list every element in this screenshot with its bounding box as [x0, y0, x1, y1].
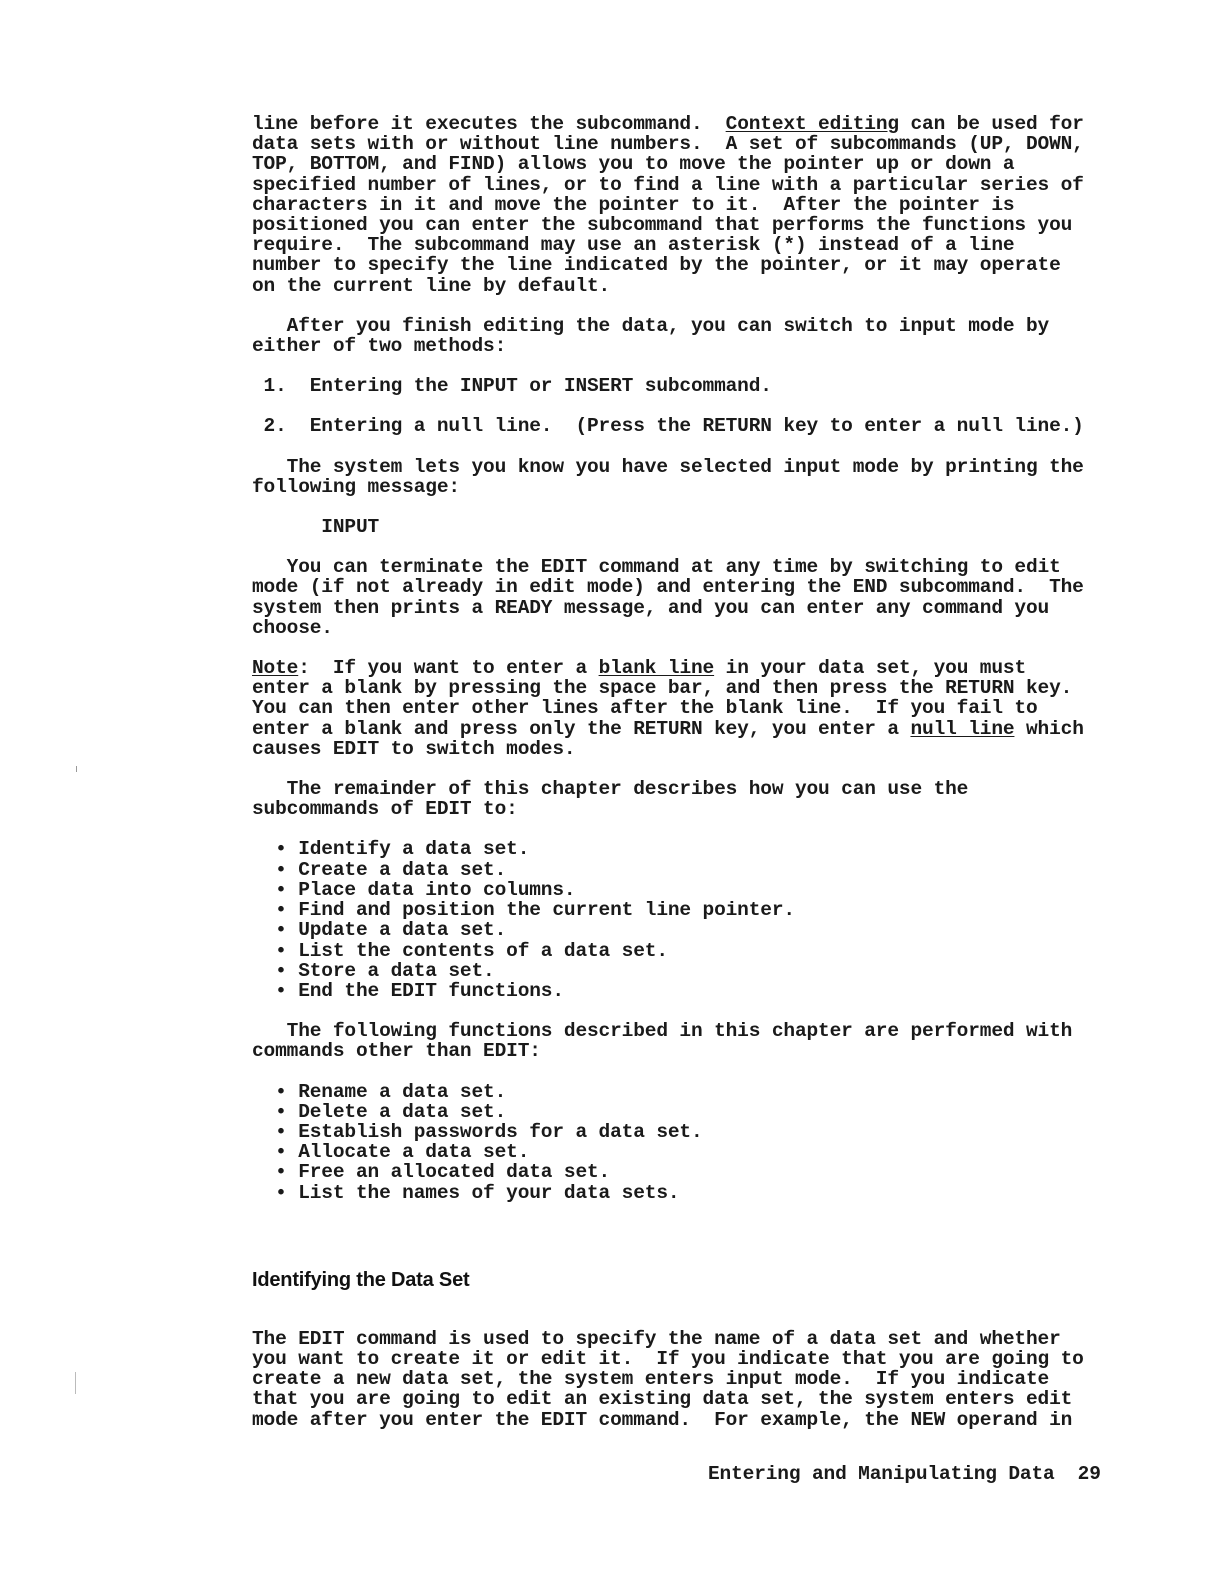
text-line	[252, 941, 1132, 961]
text-line	[252, 900, 1132, 920]
text-line	[252, 577, 1132, 597]
text-segment: that you are going to edit an existing data set, the system enters edit	[252, 1388, 1073, 1411]
text-line	[252, 1082, 1132, 1102]
text-segment: • Free an allocated data set.	[252, 1161, 611, 1184]
text-segment: After you finish editing the data, you can switch to input mode by	[252, 314, 1050, 337]
text-segment: causes EDIT to switch modes.	[252, 737, 576, 760]
text-line	[252, 1021, 1132, 1041]
underlined-term: null line	[910, 717, 1015, 740]
underlined-term: blank line	[598, 657, 715, 680]
text-line	[252, 416, 1132, 436]
text-line	[252, 598, 1132, 618]
text-segment: can be used for	[898, 113, 1084, 135]
text-segment: mode (if not already in edit mode) and entering the END subcommand. The	[252, 576, 1084, 599]
text-segment: enter a blank by pressing the space bar, and then press the RETURN key.	[252, 677, 1073, 700]
section-heading: Identifying the Data Set	[252, 1268, 470, 1291]
text-segment: subcommands of EDIT to:	[252, 798, 518, 821]
text-segment: which	[1014, 717, 1084, 740]
text-line	[252, 276, 1132, 296]
text-segment: create a new data set, the system enters input mode. If you indicate	[252, 1368, 1050, 1391]
text-segment: on the current line by default.	[252, 274, 611, 297]
text-line	[252, 517, 1132, 537]
text-segment: • End the EDIT functions.	[252, 979, 564, 1002]
text-segment: • Rename a data set.	[252, 1080, 507, 1103]
text-line	[252, 880, 1132, 900]
text-segment: • Store a data set.	[252, 959, 495, 982]
text-line	[252, 336, 1132, 356]
text-line	[252, 1142, 1132, 1162]
text-line	[252, 981, 1132, 1001]
text-line	[252, 557, 1132, 577]
text-line	[252, 739, 1132, 759]
text-segment: characters in it and move the pointer to it. After the pointer is	[252, 193, 1015, 216]
text-line	[252, 316, 1132, 336]
text-line	[252, 134, 1132, 154]
text-line	[252, 1162, 1132, 1182]
text-segment: require. The subcommand may use an asterisk (*) instead of a line	[252, 234, 1015, 257]
bullet-list-edit-functions	[252, 839, 1132, 1001]
text-line	[252, 698, 1132, 718]
numbered-list-methods	[252, 376, 1132, 436]
text-segment: in your data set, you must	[714, 657, 1027, 680]
text-line	[252, 799, 1132, 819]
text-segment: number to specify the line indicated by the pointer, or it may operate	[252, 254, 1061, 277]
text-line	[252, 920, 1132, 940]
text-line	[252, 1183, 1132, 1203]
text-line	[252, 618, 1132, 638]
text-segment: • Allocate a data set.	[252, 1141, 530, 1164]
text-line	[252, 839, 1132, 859]
text-segment: • Update a data set.	[252, 919, 507, 942]
text-line	[252, 678, 1132, 698]
text-line	[252, 1329, 1132, 1349]
text-segment: : If you want to enter a	[298, 657, 599, 680]
paragraph-remainder	[252, 779, 1132, 819]
running-title: Entering and Manipulating Data	[708, 1463, 1055, 1485]
text-segment: specified number of lines, or to find a line with a particular series of	[252, 173, 1084, 196]
text-line	[252, 1349, 1132, 1369]
text-segment: 1. Entering the INPUT or INSERT subcommand.	[252, 375, 772, 398]
text-line	[252, 114, 1132, 134]
text-segment: The system lets you know you have selected input mode by printing the	[252, 455, 1084, 478]
paragraph-terminate-edit	[252, 557, 1132, 638]
margin-speck	[76, 766, 77, 772]
text-line	[252, 779, 1132, 799]
text-segment: • List the contents of a data set.	[252, 939, 668, 962]
text-segment: commands other than EDIT:	[252, 1040, 541, 1063]
text-segment: line before it executes the subcommand.	[252, 113, 726, 135]
text-segment: positioned you can enter the subcommand that performs the functions you	[252, 214, 1073, 237]
text-line	[252, 154, 1132, 174]
text-segment: • List the names of your data sets.	[252, 1181, 680, 1204]
text-line	[252, 1102, 1132, 1122]
text-segment: system then prints a READY message, and you can enter any command you	[252, 596, 1050, 619]
text-segment: you want to create it or edit it. If you indicate that you are going to	[252, 1347, 1084, 1370]
text-line	[252, 255, 1132, 275]
text-segment: • Find and position the current line pointer.	[252, 899, 795, 922]
text-line	[252, 658, 1132, 678]
page-number: 29	[1077, 1463, 1101, 1485]
text-line	[252, 477, 1132, 497]
text-segment: TOP, BOTTOM, and FIND) allows you to move the pointer up or down a	[252, 153, 1015, 176]
bullet-list-other-functions	[252, 1082, 1132, 1203]
margin-speck	[75, 1372, 76, 1394]
text-segment: The EDIT command is used to specify the name of a data set and whether	[252, 1327, 1061, 1350]
text-segment: The remainder of this chapter describes how you can use the	[252, 778, 969, 801]
text-line	[252, 719, 1132, 739]
underlined-term: Context editing	[725, 113, 899, 135]
text-segment: INPUT	[252, 516, 380, 539]
page-footer	[708, 1464, 1101, 1484]
text-line	[252, 1369, 1132, 1389]
text-line	[252, 457, 1132, 477]
document-page	[252, 114, 1132, 1450]
text-segment: • Establish passwords for a data set.	[252, 1120, 703, 1143]
text-line	[252, 961, 1132, 981]
text-segment: You can then enter other lines after the blank line. If you fail to	[252, 697, 1038, 720]
text-segment: You can terminate the EDIT command at any time by switching to edit	[252, 556, 1061, 579]
text-line	[252, 175, 1132, 195]
text-segment: • Create a data set.	[252, 858, 507, 881]
text-segment: following message:	[252, 475, 460, 498]
text-line	[252, 1041, 1132, 1061]
text-segment: enter a blank and press only the RETURN key, you enter a	[252, 717, 911, 740]
text-segment: • Identify a data set.	[252, 838, 530, 861]
text-segment: • Place data into columns.	[252, 878, 576, 901]
text-line	[252, 376, 1132, 396]
text-line	[252, 235, 1132, 255]
paragraph-context-editing	[252, 114, 1132, 296]
text-line	[252, 1122, 1132, 1142]
paragraph-identifying	[252, 1329, 1132, 1430]
text-segment: 2. Entering a null line. (Press the RETURN key to enter a null line.)	[252, 415, 1084, 438]
text-line	[252, 1410, 1132, 1430]
text-line	[252, 195, 1132, 215]
text-segment: either of two methods:	[252, 335, 507, 358]
paragraph-input-mode-message	[252, 457, 1132, 497]
note-blank-line	[252, 658, 1132, 759]
text-segment: choose.	[252, 616, 333, 639]
text-line	[252, 1389, 1132, 1409]
text-line	[252, 860, 1132, 880]
paragraph-following-functions	[252, 1021, 1132, 1061]
paragraph-switch-input-mode	[252, 316, 1132, 356]
message-input	[252, 517, 1132, 537]
text-segment: data sets with or without line numbers. A set of subcommands (UP, DOWN,	[252, 133, 1084, 156]
text-segment: The following functions described in this chapter are performed with	[252, 1020, 1073, 1043]
underlined-term: Note	[252, 657, 299, 680]
text-segment: • Delete a data set.	[252, 1100, 507, 1123]
text-segment: mode after you enter the EDIT command. For example, the NEW operand in	[252, 1408, 1073, 1431]
text-line	[252, 215, 1132, 235]
